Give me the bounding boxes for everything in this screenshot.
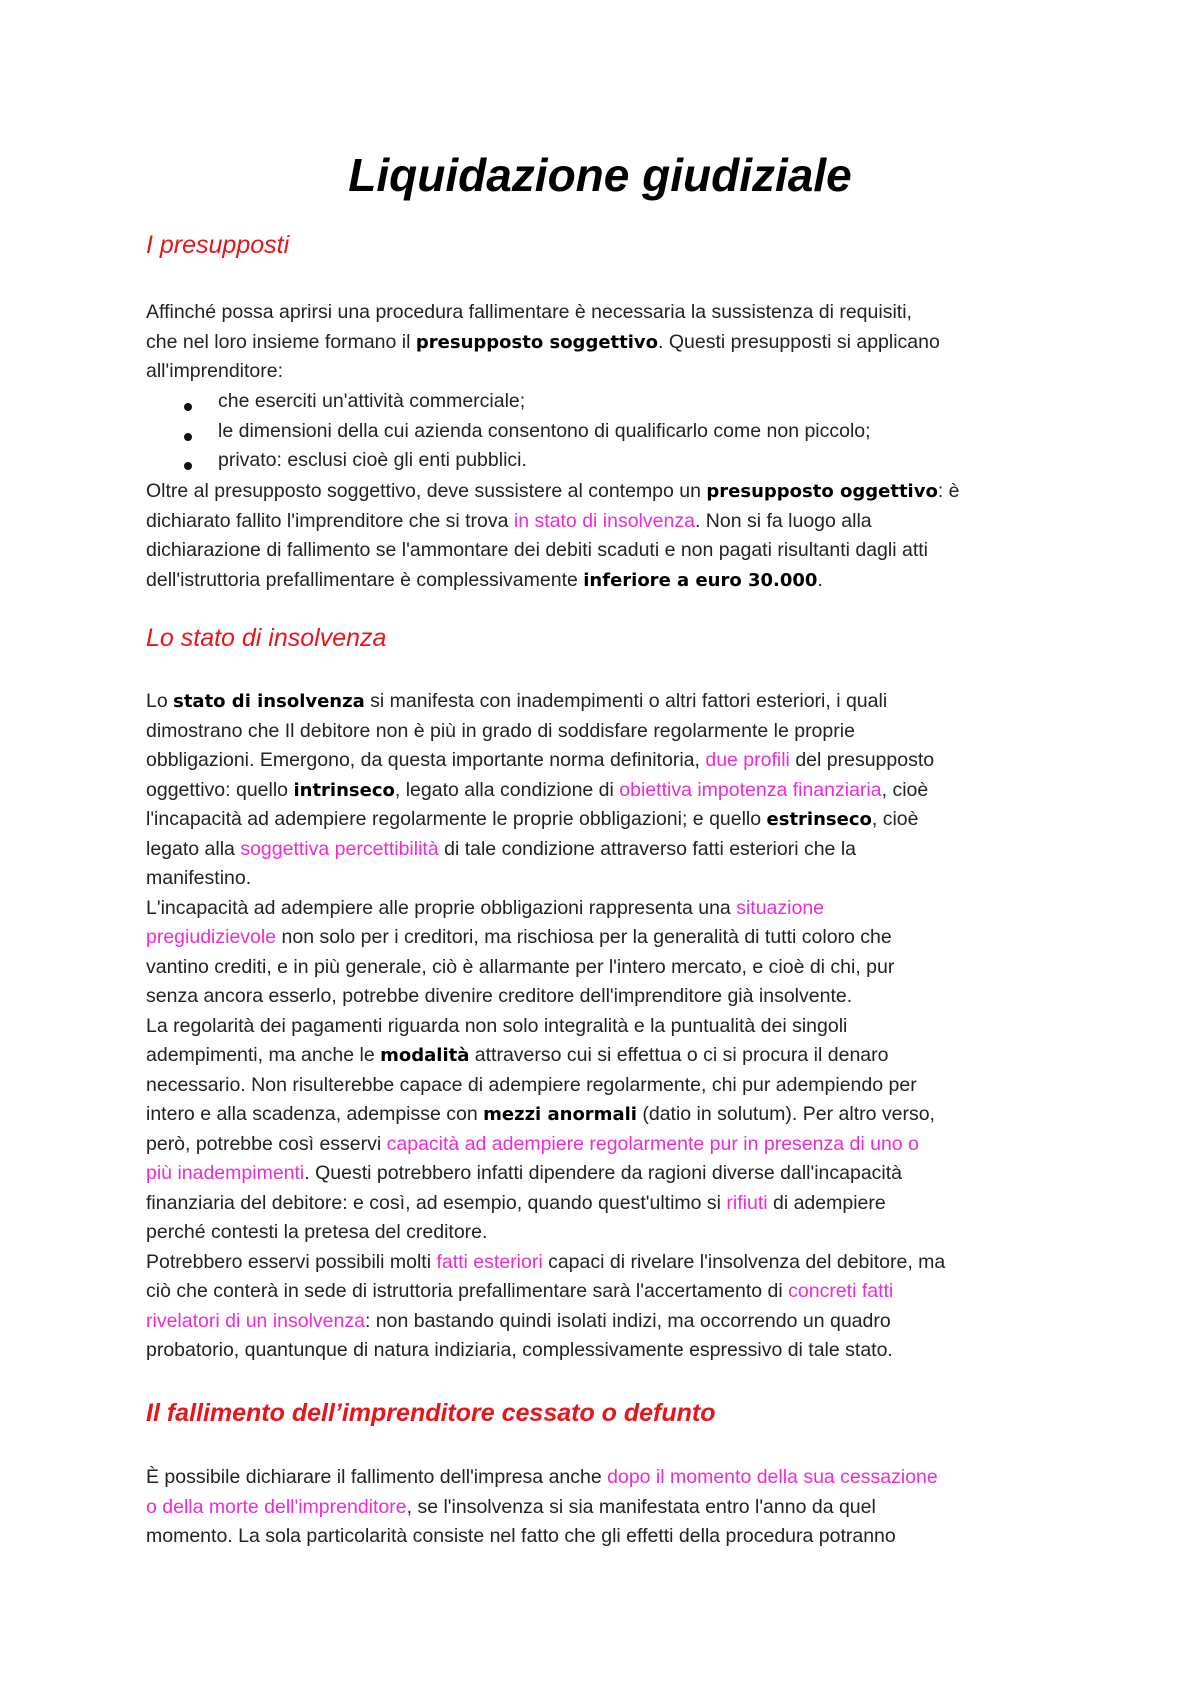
bold-text: modalità [380,1045,470,1066]
bold-text: estrinseco [766,809,872,830]
text-run: necessario. Non risulterebbe capace di adempiere regolarmente, chi pur adempiendo per [146,1073,917,1096]
paragraph-line [146,717,855,745]
text-run: Lo [146,690,174,712]
paragraph-line [146,477,960,506]
paragraph-line [146,746,934,774]
highlighted-text: più inadempimenti [146,1162,305,1184]
text-run: L'incapacità ad adempiere alle proprie obbligazioni rappresenta una [146,896,737,919]
text-run: dell'istruttoria prefallimentare è complessivamente [146,568,584,591]
paragraph-line [146,1493,876,1521]
paragraph-line [146,894,824,922]
paragraph-line [146,864,251,892]
paragraph-line [146,982,852,1010]
bold-text: presupposto soggettivo [415,331,659,353]
paragraph-line [146,1100,935,1129]
text-run: dimostrano che Il debitore non è più in grado di soddisfare regolarmente le proprie [146,719,855,742]
text-run: del presupposto [789,749,935,771]
text-run: le dimensioni della cui azienda consentono di qualificarlo come [218,419,767,442]
highlighted-text: privato [218,449,277,471]
paragraph-line [146,1218,487,1246]
text-run: vantino crediti, e in più generale, ciò è allarmante per l'intero mercato, e cioè di chi, pur [146,955,895,978]
text-run: adempimenti, ma anche le [146,1044,381,1066]
paragraph-line [146,776,928,805]
highlighted-text: concreti fatti [788,1280,894,1302]
highlighted-text: obiettiva impotenza finanziaria [619,778,882,801]
paragraph-line [146,1012,847,1040]
bullet-icon [184,462,192,470]
highlighted-text: o della morte dell'imprenditore [146,1495,407,1518]
paragraph-line [146,953,894,981]
text-run: , cioè [871,808,919,830]
highlighted-text: fatti esteriori [436,1250,543,1273]
text-run: momento. La sola particolarità consiste nel fatto che gli effetti della procedura potranno [146,1525,896,1547]
paragraph-line [146,1522,896,1550]
text-run: (datio in solutum). Per altro verso, [636,1103,935,1125]
text-run: di adempiere [767,1191,886,1214]
list-item-text [218,446,527,474]
highlighted-text: rifiuti [726,1191,768,1214]
text-run: , cioè [881,778,929,801]
paragraph-line [146,1189,886,1217]
text-run: si manifesta con inadempimenti o altri fattori esteriori, i quali [364,690,888,712]
highlighted-text: attività commerciale; [347,390,526,412]
paragraph-line [146,1041,888,1070]
highlighted-text: due profili [705,749,790,771]
bullet-icon [184,433,192,441]
text-run: . Questi potrebbero infatti dipendere da ragioni diverse dall'incapacità [304,1162,903,1184]
text-run: : esclusi cioè gli enti pubblici. [276,449,527,471]
highlighted-text: soggettiva percettibilità [240,837,439,860]
paragraph-line [146,835,856,863]
paragraph-line [146,1159,902,1187]
paragraph-line [146,298,912,326]
text-run: che nel loro insieme formano il [146,330,416,353]
paragraph-line [146,536,928,564]
paragraph-line [146,328,940,357]
text-run: . Non si fa luogo alla [694,509,872,532]
text-run: capaci di rivelare l'insolvenza del debitore, ma [542,1250,946,1273]
bold-text: stato di insolvenza [173,691,365,712]
text-run: , legato alla condizione di [394,778,620,801]
paragraph-line [146,1336,893,1364]
bullet-icon [184,403,192,411]
text-run: oggettivo: quello [146,778,294,801]
highlighted-text: capacità ad adempiere regolarmente pur in presenza di uno o [386,1132,919,1155]
text-run: : è [937,480,960,502]
text-run: Affinché possa aprirsi una procedura fallimentare è necessaria la sussistenza di requisiti, [146,301,912,323]
paragraph-line [146,1307,891,1335]
paragraph-line [146,923,892,951]
text-run: che eserciti un' [218,390,348,412]
paragraph-line [146,566,823,595]
highlighted-text: in stato di insolvenza [513,509,695,532]
document-title: Liquidazione giudiziale [348,149,852,201]
text-run: dichiarazione di fallimento se l'ammontare dei debiti scaduti e non pagati risultanti dagli atti [146,539,928,561]
paragraph-line [146,805,919,834]
list-item-text [218,387,525,415]
list-item-text [218,417,871,445]
bold-text: mezzi anormali [483,1104,637,1125]
text-run: , se l'insolvenza si sia manifestata entro l'anno da quel [406,1495,876,1518]
text-run: : non bastando quindi isolati indizi, ma occorrendo un quadro [364,1309,891,1332]
text-run: La regolarità dei pagamenti riguarda non solo integralità e la puntualità dei singoli [146,1014,848,1037]
paragraph-line [146,1071,917,1099]
text-run: però, potrebbe così esservi [146,1132,387,1155]
text-run: obbligazioni. Emergono, da questa importante norma definitoria, [146,749,706,771]
text-run: non solo per i creditori, ma rischiosa per la generalità di tutti coloro che [276,926,892,948]
text-run: manifestino. [146,867,252,889]
text-run: perché contesti la pretesa del creditore. [146,1221,488,1243]
text-run: . [817,568,823,591]
section-heading: Il fallimento dell’imprenditore cessato o defunto [146,1399,716,1427]
text-run: probatorio, quantunque di natura indiziaria, complessivamente espressivo di tale stato. [146,1339,893,1361]
highlighted-text: pregiudizievole [146,926,277,948]
text-run: Potrebbero esservi possibili molti [146,1250,437,1273]
text-run: intero e alla scadenza, adempisse con [146,1103,484,1125]
text-run: legato alla [146,837,241,860]
text-run: senza ancora esserlo, potrebbe divenire creditore dell'imprenditore già insolvente. [146,985,853,1007]
highlighted-text: dopo il momento della sua cessazione [607,1466,938,1488]
section-heading: I presupposti [146,231,290,259]
section-heading: Lo stato di insolvenza [146,624,387,652]
text-run: all'imprenditore: [146,360,284,382]
highlighted-text: situazione [736,896,825,919]
paragraph-line [146,1277,893,1305]
paragraph-line [146,1248,945,1276]
text-run: È possibile dichiarare il fallimento dell'impresa anche [146,1466,608,1488]
text-run: l'incapacità ad adempiere regolarmente le proprie obbligazioni; e quello [146,808,767,830]
bold-text: presupposto oggettivo [706,481,938,502]
paragraph-line [146,357,283,385]
text-run: di tale condizione attraverso fatti esteriori che la [438,837,857,860]
text-run: finanziaria del debitore: e così, ad esempio, quando quest'ultimo si [146,1191,727,1214]
bold-text: inferiore a euro 30.000 [583,569,818,591]
highlighted-text: non piccolo; [766,419,871,442]
text-run: . Questi presupposti si applicano [658,330,940,353]
bold-text: intrinseco [293,779,395,801]
text-run: ciò che conterà in sede di istruttoria prefallimentare sarà l'accertamento di [146,1280,789,1302]
text-run: Oltre al presupposto soggettivo, deve sussistere al contempo un [146,480,707,502]
highlighted-text: rivelatori di un insolvenza [146,1309,365,1332]
paragraph-line [146,1463,938,1491]
text-run: attraverso cui si effettua o ci si procura il denaro [469,1044,889,1066]
paragraph-line [146,1130,919,1158]
paragraph-line [146,687,887,716]
text-run: dichiarato fallito l'imprenditore che si trova [146,509,514,532]
paragraph-line [146,507,872,535]
